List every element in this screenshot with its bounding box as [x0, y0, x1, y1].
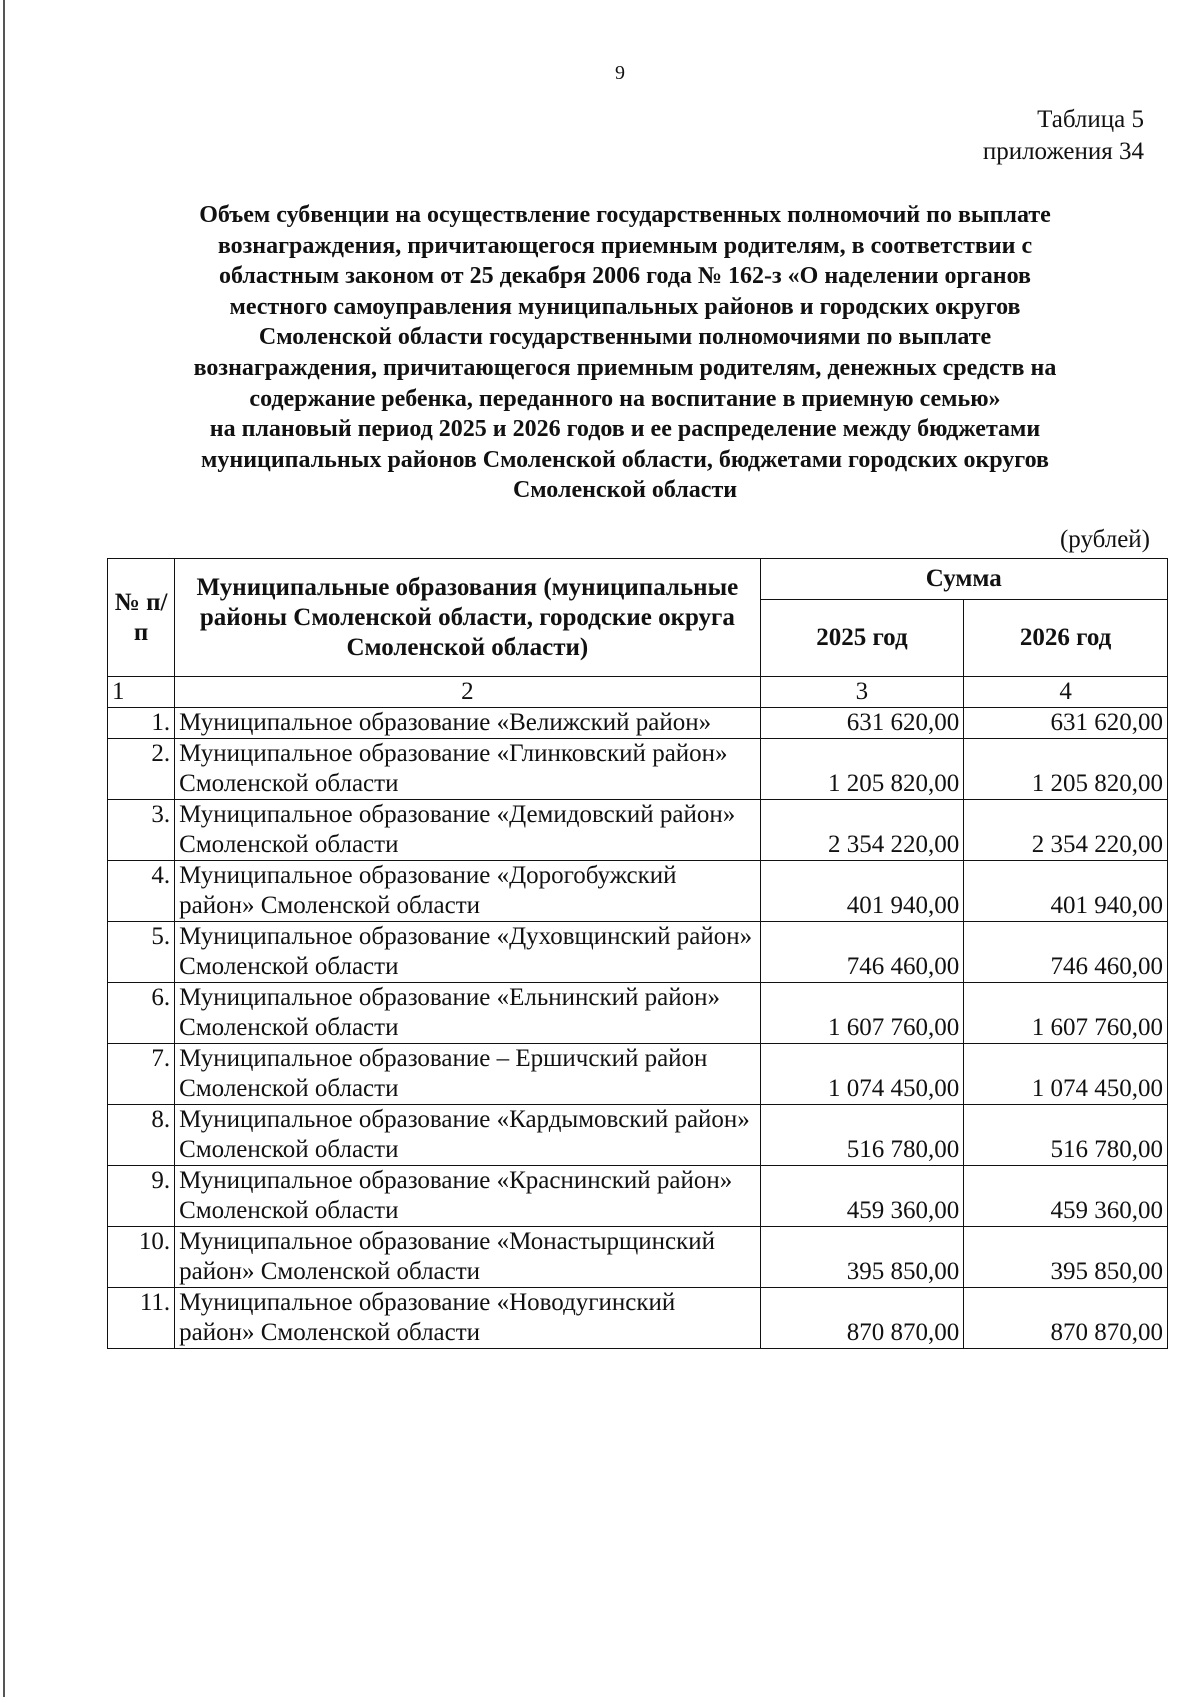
row-number: 3. [108, 800, 175, 861]
amount-2025: 395 850,00 [760, 1227, 964, 1288]
table-row [108, 861, 1168, 922]
title-line: содержание ребенка, переданного на воспитание в приемную семью» [249, 385, 1001, 412]
amount-2025: 631 620,00 [760, 708, 964, 739]
municipality-name: Муниципальное образование «Дорогобужский район» Смоленской области [175, 861, 760, 922]
table-caption [983, 104, 1144, 168]
amount-2025: 2 354 220,00 [760, 800, 964, 861]
header-year-2025: 2025 год [760, 600, 964, 677]
amount-2026: 516 780,00 [964, 1105, 1168, 1166]
header-number: № п/п [108, 559, 175, 677]
amount-2026: 870 870,00 [964, 1288, 1168, 1349]
amount-2026: 395 850,00 [964, 1227, 1168, 1288]
column-index: 1 [108, 677, 175, 708]
row-number: 10. [108, 1227, 175, 1288]
subvention-table [107, 558, 1168, 1349]
amount-2025: 459 360,00 [760, 1166, 964, 1227]
amount-2025: 401 940,00 [760, 861, 964, 922]
title-line: областным законом от 25 декабря 2006 года № 162-з «О наделении органов [219, 263, 1031, 290]
row-number: 8. [108, 1105, 175, 1166]
municipality-name: Муниципальное образование – Ершичский район Смоленской области [175, 1044, 760, 1105]
table-row [108, 922, 1168, 983]
row-number: 9. [108, 1166, 175, 1227]
amount-2026: 401 940,00 [964, 861, 1168, 922]
page-number: 9 [615, 62, 625, 84]
table-row [108, 983, 1168, 1044]
scan-margin-line [3, 0, 5, 1697]
row-number: 5. [108, 922, 175, 983]
caption-table-label: Таблица 5 [1037, 106, 1144, 133]
column-index: 3 [760, 677, 964, 708]
column-index-row [108, 677, 1168, 708]
amount-2026: 1 607 760,00 [964, 983, 1168, 1044]
header-sum: Сумма [760, 559, 1167, 600]
amount-2026: 1 074 450,00 [964, 1044, 1168, 1105]
table-row [108, 1044, 1168, 1105]
units-label: (рублей) [1059, 526, 1150, 553]
row-number: 6. [108, 983, 175, 1044]
municipality-name: Муниципальное образование «Глинковский район» Смоленской области [175, 739, 760, 800]
header-year-2026: 2026 год [964, 600, 1168, 677]
title-line: местного самоуправления муниципальных районов и городских округов [229, 293, 1021, 320]
table-row [108, 1227, 1168, 1288]
caption-appendix-label: приложения 34 [982, 138, 1144, 165]
title-line: на плановый период 2025 и 2026 годов и ее распределение между бюджетами [209, 416, 1041, 443]
column-index: 2 [175, 677, 760, 708]
row-number: 4. [108, 861, 175, 922]
row-number: 11. [108, 1288, 175, 1349]
municipality-name: Муниципальное образование «Монастырщинский район» Смоленской области [175, 1227, 760, 1288]
title-line: вознаграждения, причитающегося приемным родителям, денежных средств на [193, 354, 1057, 381]
title-line: Смоленской области [512, 477, 738, 504]
title-line: муниципальных районов Смоленской области, бюджетами городских округов [201, 446, 1049, 473]
table-header-row [108, 559, 1168, 600]
municipality-name: Муниципальное образование «Ельнинский район» Смоленской области [175, 983, 760, 1044]
table-row [108, 1166, 1168, 1227]
table-row [108, 800, 1168, 861]
amount-2026: 746 460,00 [964, 922, 1168, 983]
amount-2026: 631 620,00 [964, 708, 1168, 739]
amount-2025: 870 870,00 [760, 1288, 964, 1349]
document-title [100, 200, 1150, 506]
row-number: 7. [108, 1044, 175, 1105]
municipality-name: Муниципальное образование «Краснинский район» Смоленской области [175, 1166, 760, 1227]
row-number: 2. [108, 739, 175, 800]
amount-2025: 1 205 820,00 [760, 739, 964, 800]
amount-2025: 516 780,00 [760, 1105, 964, 1166]
table-row [108, 1105, 1168, 1166]
header-municipality: Муниципальные образования (муниципальные районы Смоленской области, городские округа Смоленской области) [175, 559, 760, 677]
table-row [108, 739, 1168, 800]
title-line: вознаграждения, причитающегося приемным родителям, в соответствии с [217, 232, 1033, 259]
municipality-name: Муниципальное образование «Кардымовский район» Смоленской области [175, 1105, 760, 1166]
table-row [108, 1288, 1168, 1349]
title-line: Объем субвенции на осуществление государственных полномочий по выплате [199, 202, 1051, 228]
municipality-name: Муниципальное образование «Новодугинский район» Смоленской области [175, 1288, 760, 1349]
municipality-name: Муниципальное образование «Велижский район» [175, 708, 760, 739]
municipality-name: Муниципальное образование «Демидовский район» Смоленской области [175, 800, 760, 861]
table-row [108, 708, 1168, 739]
amount-2025: 1 607 760,00 [760, 983, 964, 1044]
amount-2025: 1 074 450,00 [760, 1044, 964, 1105]
amount-2025: 746 460,00 [760, 922, 964, 983]
amount-2026: 1 205 820,00 [964, 739, 1168, 800]
column-index: 4 [964, 677, 1168, 708]
title-line: Смоленской области государственными полномочиями по выплате [258, 324, 992, 351]
row-number: 1. [108, 708, 175, 739]
amount-2026: 459 360,00 [964, 1166, 1168, 1227]
municipality-name: Муниципальное образование «Духовщинский район» Смоленской области [175, 922, 760, 983]
amount-2026: 2 354 220,00 [964, 800, 1168, 861]
